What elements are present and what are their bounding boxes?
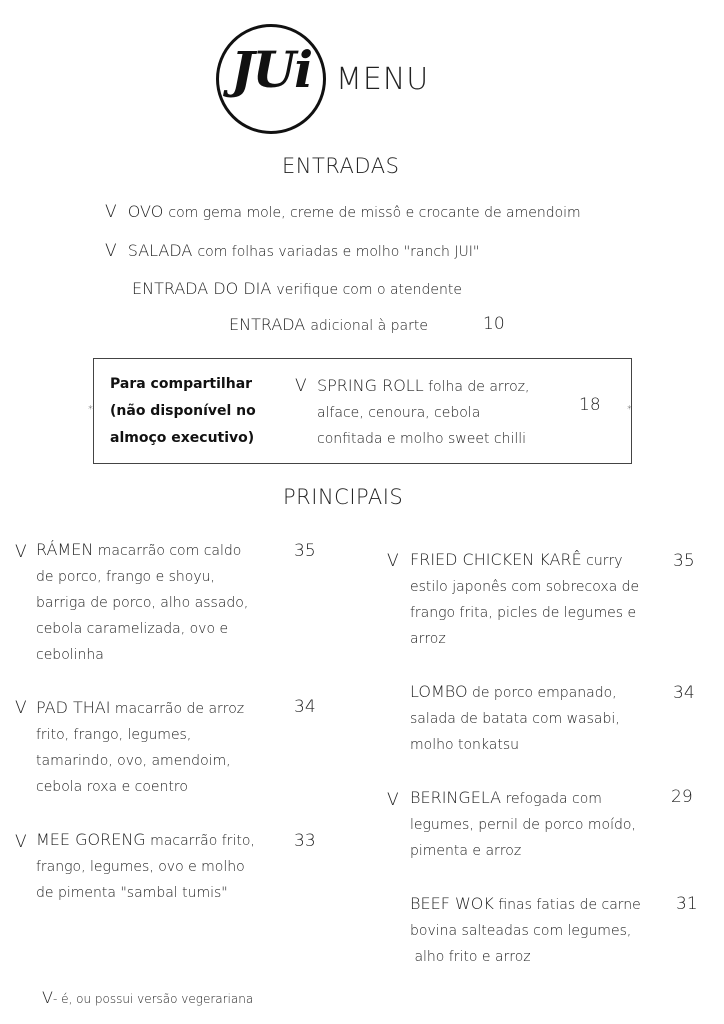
item-price: 35 — [673, 551, 695, 571]
item-desc-line: frito, frango, legumes, — [36, 727, 192, 743]
share-label-line: (não disponível no — [110, 403, 256, 419]
item-name: PAD THAI — [36, 698, 111, 717]
item-name: LOMBO — [410, 682, 468, 701]
item-name: OVO — [127, 202, 164, 221]
item-desc-line: barriga de porco, alho assado, — [36, 595, 249, 611]
item-price: 29 — [671, 787, 693, 807]
item-desc: folha de arroz, — [428, 379, 530, 395]
item-name: SPRING ROLL — [317, 376, 424, 395]
item-desc: macarrão de arroz — [114, 701, 245, 717]
item-price: 34 — [294, 697, 316, 717]
principal-item-beringela — [410, 785, 636, 864]
vegetarian-marker: V — [105, 202, 117, 222]
vegetarian-marker: V — [105, 241, 117, 261]
item-desc: finas fatias de carne — [498, 897, 641, 913]
item-desc-line: legumes, pernil de porco moído, — [410, 817, 636, 833]
item-desc-line: salada de batata com wasabi, — [410, 711, 620, 727]
principal-item-fried-chicken-kare — [410, 547, 639, 652]
entrada-item-adicional — [229, 315, 428, 334]
item-desc-line: frango frita, picles de legumes e — [410, 605, 637, 621]
share-label-line: almoço executivo) — [110, 430, 255, 446]
item-name: SALADA — [127, 241, 193, 260]
logo: JUi — [230, 40, 312, 99]
item-desc: com gema mole, creme de missô e crocante de amendoim — [168, 205, 581, 221]
page-title: MENU — [336, 62, 430, 97]
vegetarian-marker: V — [295, 376, 307, 396]
item-price: 31 — [676, 894, 698, 914]
share-label — [110, 371, 256, 452]
item-desc: de porco empanado, — [471, 685, 617, 701]
vegetarian-marker: V — [42, 988, 53, 1007]
item-name: ENTRADA — [229, 315, 306, 334]
item-desc-line: estilo japonês com sobrecoxa de — [410, 579, 640, 595]
footnote — [42, 988, 253, 1007]
item-desc: com folhas variadas e molho "ranch JUI" — [197, 244, 480, 260]
section-title-principais: PRINCIPAIS — [283, 485, 404, 509]
item-desc-line: cebola caramelizada, ovo e — [36, 621, 229, 637]
item-desc: refogada com — [505, 791, 602, 807]
entrada-item-salada — [105, 241, 479, 261]
item-price: 33 — [294, 831, 316, 851]
section-title-entradas: ENTRADAS — [282, 154, 400, 178]
item-desc-line: de porco, frango e shoyu, — [36, 569, 215, 585]
item-price: 18 — [579, 395, 601, 415]
item-price: 34 — [673, 683, 695, 703]
principal-item-beef-wok — [410, 891, 641, 970]
item-name: MEE GORENG — [36, 830, 146, 849]
item-name: BEEF WOK — [410, 894, 494, 913]
principal-item-pad-thai — [36, 695, 244, 800]
item-name: BERINGELA — [410, 788, 502, 807]
item-desc: macarrão frito, — [150, 833, 255, 849]
item-desc: macarrão com caldo — [97, 543, 242, 559]
vegetarian-marker: V — [15, 832, 27, 852]
vegetarian-marker: V — [387, 551, 399, 571]
item-desc-line: alface, cenoura, cebola — [317, 405, 481, 421]
item-price: 10 — [483, 314, 505, 334]
item-desc: adicional à parte — [310, 318, 428, 334]
item-name: RÁMEN — [36, 540, 94, 559]
entrada-item-do-dia — [132, 279, 462, 298]
item-name: FRIED CHICKEN KARÊ — [410, 550, 582, 569]
item-price: 35 — [294, 541, 316, 561]
share-item-spring-roll — [317, 373, 529, 452]
item-desc-line: arroz — [410, 631, 446, 647]
vegetarian-marker: V — [15, 542, 27, 562]
item-desc: curry — [586, 553, 623, 569]
entrada-item-ovo — [105, 202, 581, 222]
item-desc-line: de pimenta "sambal tumis" — [36, 885, 228, 901]
item-desc-line: cebola roxa e coentro — [36, 779, 188, 795]
item-desc-line: molho tonkatsu — [410, 737, 520, 753]
item-desc-line: frango, legumes, ovo e molho — [36, 859, 245, 875]
box-star-right: * — [627, 404, 632, 415]
principal-item-mee-goreng — [36, 827, 255, 906]
item-name: ENTRADA DO DIA — [132, 279, 272, 298]
item-desc-line: cebolinha — [36, 647, 104, 663]
item-desc: verifique com o atendente — [276, 282, 463, 298]
footnote-text: - é, ou possui versão vegerariana — [52, 992, 254, 1006]
vegetarian-marker: V — [15, 698, 27, 718]
item-desc-line: bovina salteadas com legumes, — [410, 923, 632, 939]
share-label-line: Para compartilhar — [110, 376, 253, 392]
principal-item-lombo — [410, 679, 620, 758]
principal-item-ramen — [36, 537, 248, 668]
item-desc-line: confitada e molho sweet chilli — [317, 431, 527, 447]
vegetarian-marker: V — [387, 790, 399, 810]
item-desc-line: tamarindo, ovo, amendoim, — [36, 753, 231, 769]
item-desc-line: pimenta e arroz — [410, 843, 522, 859]
item-desc-line: alho frito e arroz — [410, 949, 531, 965]
box-star-left: * — [88, 404, 93, 415]
